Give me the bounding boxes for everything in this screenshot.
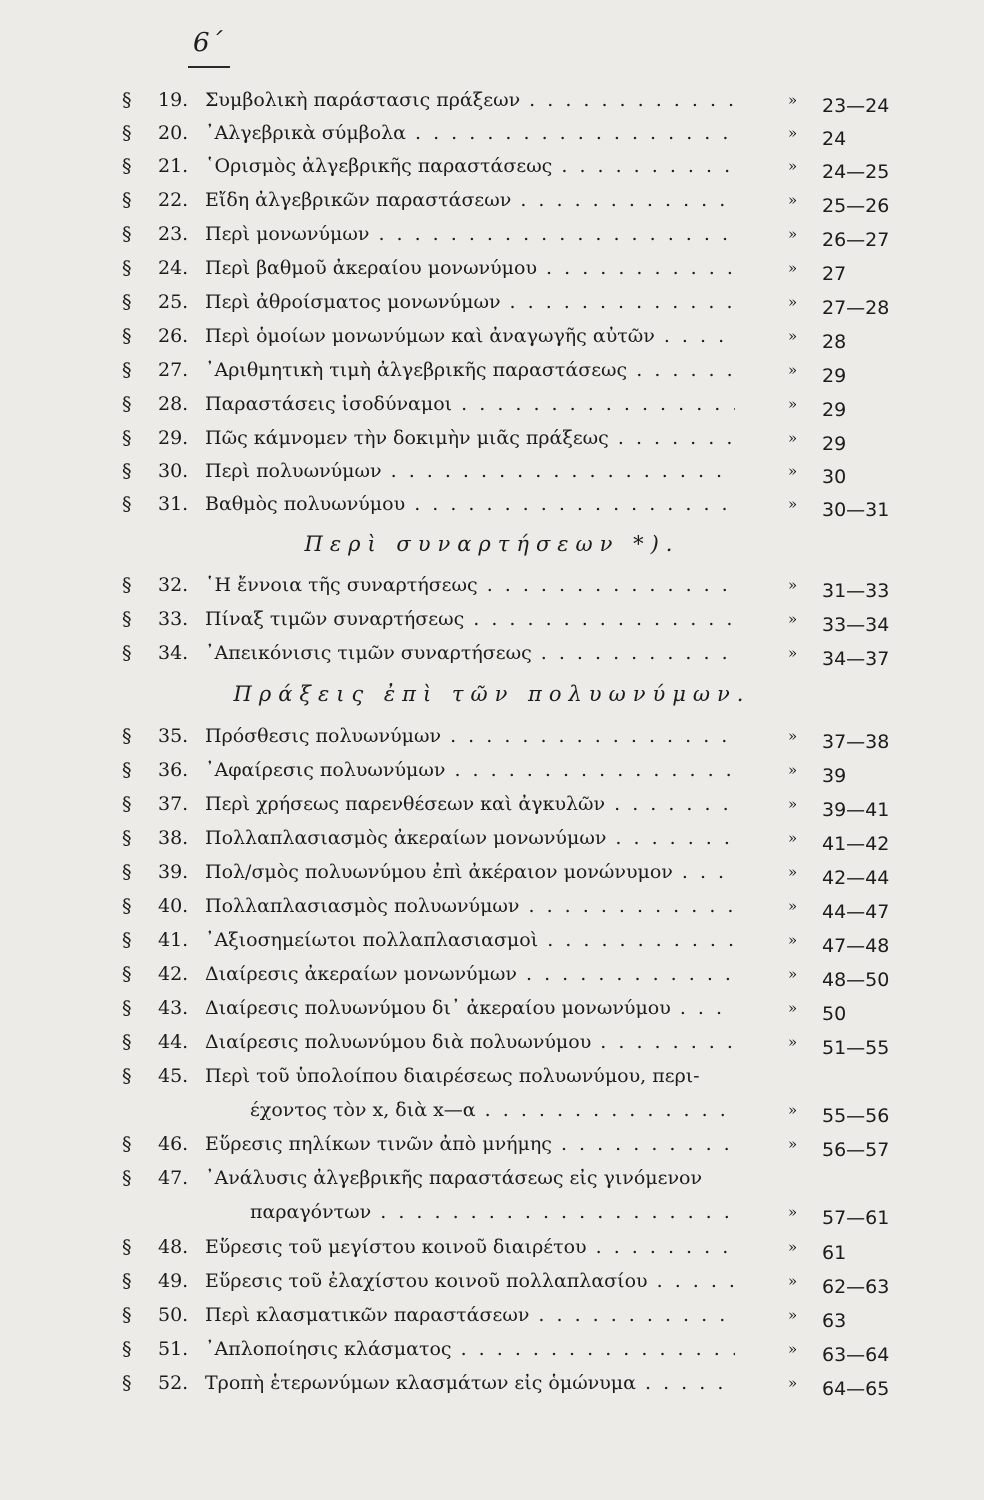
toc-entry-51 [0,1333,984,1366]
section-mark: § [122,257,132,279]
entry-pages: 23—24 [822,95,890,117]
entry-number: 33. [158,608,189,630]
entry-number: 36. [158,759,189,781]
entry-title: Πίναξ τιμῶν συναρτήσεως . . . [205,603,735,636]
section-mark: § [122,963,132,985]
entry-pages: 48—50 [822,969,890,991]
entry-pages: 56—57 [822,1139,890,1161]
entry-title: Εὕρεσις πηλίκων τινῶν ἀπὸ μνήμης . . . [205,1128,735,1161]
section-mark: § [122,460,132,482]
section-mark: § [122,1236,132,1258]
toc-entry-47 [0,1162,984,1195]
entry-number: 23. [158,223,189,245]
entry-pages: 47—48 [822,935,890,957]
ditto-mark: » [788,429,798,447]
ditto-mark: » [788,1272,798,1290]
toc-entry-20 [0,117,984,150]
entry-number: 40. [158,895,189,917]
entry-pages: 41—42 [822,833,890,855]
toc-entry-45-continued [0,1094,984,1127]
entry-title: ᾿Αφαίρεσις πολυωνύμων . . . [205,754,735,787]
entry-pages: 25—26 [822,195,890,217]
toc-entry-48 [0,1231,984,1264]
ditto-mark: » [788,1374,798,1392]
entry-pages: 64—65 [822,1378,890,1400]
entry-title: Παραστάσεις ἰσοδύναμοι . . . [205,388,735,421]
entry-pages: 42—44 [822,867,890,889]
entry-pages: 29 [822,399,847,421]
toc-entry-38 [0,822,984,855]
section-mark: § [122,122,132,144]
ditto-mark: » [788,1306,798,1324]
entry-number: 44. [158,1031,189,1053]
entry-number: 43. [158,997,189,1019]
section-mark: § [122,1167,132,1189]
entry-number: 37. [158,793,189,815]
toc-entry-22 [0,184,984,217]
entry-title: Εἴδη ἀλγεβρικῶν παραστάσεων . . . [205,184,735,217]
ditto-mark: » [788,124,798,142]
toc-entry-35 [0,720,984,753]
toc-entry-50 [0,1299,984,1332]
ditto-mark: » [788,965,798,983]
section-mark: § [122,1133,132,1155]
toc-entry-31 [0,488,984,521]
section-mark: § [122,1338,132,1360]
entry-title: ᾿Απεικόνισις τιμῶν συναρτήσεως . . . [205,637,735,670]
ditto-mark: » [788,999,798,1017]
toc-entry-39 [0,856,984,889]
toc-entry-43 [0,992,984,1025]
entry-title: Πολλαπλασιασμὸς πολυωνύμων . . . [205,890,735,923]
entry-number: 29. [158,427,189,449]
entry-pages: 24 [822,128,847,150]
ditto-mark: » [788,1101,798,1119]
entry-title: Περὶ ὁμοίων μονωνύμων καὶ ἀναγωγῆς αὐτῶν . . . [205,320,735,353]
entry-number: 46. [158,1133,189,1155]
entry-title: ᾿Αξιοσημείωτοι πολλαπλασιασμοὶ . . . [205,924,735,957]
entry-pages: 37—38 [822,731,890,753]
toc-entry-49 [0,1265,984,1298]
entry-title-line-1: ᾿Ανάλυσις ἀλγεβρικῆς παραστάσεως εἰς γινόμενον [205,1167,703,1189]
ditto-mark: » [788,462,798,480]
entry-pages: 57—61 [822,1207,890,1229]
ditto-mark: » [788,1203,798,1221]
toc-entry-44 [0,1026,984,1059]
ditto-mark: » [788,727,798,745]
entry-number: 34. [158,642,189,664]
entry-pages: 51—55 [822,1037,890,1059]
entry-number: 25. [158,291,189,313]
entry-title: Διαίρεσις πολυωνύμου διὰ πολυωνύμου . . . [205,1026,735,1059]
entry-pages: 30 [822,466,847,488]
ditto-mark: » [788,1033,798,1051]
entry-pages: 26—27 [822,229,890,251]
ditto-mark: » [788,931,798,949]
entry-number: 22. [158,189,189,211]
entry-title: ῾Ορισμὸς ἀλγεβρικῆς παραστάσεως . . . [205,150,735,183]
entry-title: Εὕρεσις τοῦ μεγίστου κοινοῦ διαιρέτου . . . [205,1231,735,1264]
section-mark: § [122,223,132,245]
entry-title: Πρόσθεσις πολυωνύμων . . . [205,720,735,753]
entry-number: 27. [158,359,189,381]
entry-title: Περὶ πολυωνύμων . . . [205,455,735,488]
entry-pages: 61 [822,1242,847,1264]
ditto-mark: » [788,1135,798,1153]
section-mark: § [122,759,132,781]
section-mark: § [122,608,132,630]
toc-entry-32 [0,569,984,602]
section-mark: § [122,1031,132,1053]
ditto-mark: » [788,225,798,243]
entry-number: 47. [158,1167,189,1189]
section-mark: § [122,1065,132,1087]
entry-title: Διαίρεσις πολυωνύμου δι᾿ ἀκεραίου μονωνύμου . . . [205,992,735,1025]
entry-number: 48. [158,1236,189,1258]
entry-title: Περὶ βαθμοῦ ἀκεραίου μονωνύμου . . . [205,252,735,285]
ditto-mark: » [788,897,798,915]
entry-number: 52. [158,1372,189,1394]
entry-pages: 34—37 [822,648,890,670]
toc-entry-34 [0,637,984,670]
entry-number: 42. [158,963,189,985]
entry-title: Πῶς κάμνομεν τὴν δοκιμὴν μιᾶς πράξεως . . . [205,422,735,455]
entry-pages: 62—63 [822,1276,890,1298]
entry-title: Περὶ ἀθροίσματος μονωνύμων . . . [205,286,735,319]
toc-entry-29 [0,422,984,455]
entry-title-line-1: Περὶ τοῦ ὑπολοίπου διαιρέσεως πολυωνύμου, περι- [205,1065,700,1087]
section-mark: § [122,155,132,177]
entry-number: 39. [158,861,189,883]
section-mark: § [122,89,132,111]
entry-number: 45. [158,1065,189,1087]
ditto-mark: » [788,761,798,779]
section-mark: § [122,493,132,515]
toc-entry-42 [0,958,984,991]
section-mark: § [122,1372,132,1394]
entry-number: 41. [158,929,189,951]
entry-title-line-2: έχοντος τὸν x, διὰ x—α . . . [250,1094,735,1127]
entry-number: 51. [158,1338,189,1360]
section-mark: § [122,1304,132,1326]
entry-number: 35. [158,725,189,747]
section-heading-polynomial-operations: Πράξεις ἐπὶ τῶν πολυωνύμων. [233,682,751,706]
ditto-mark: » [788,795,798,813]
entry-title: Βαθμὸς πολυωνύμου . . . [205,488,735,521]
entry-title: ῾Η ἔννοια τῆς συναρτήσεως . . . [205,569,735,602]
entry-number: 19. [158,89,189,111]
entry-title: Πολλαπλασιασμὸς ἀκεραίων μονωνύμων . . . [205,822,735,855]
section-mark: § [122,929,132,951]
entry-title-line-2: παραγόντων . . . [250,1196,735,1229]
entry-pages: 50 [822,1003,847,1025]
entry-pages: 33—34 [822,614,890,636]
toc-entry-47-continued [0,1196,984,1229]
toc-entry-33 [0,603,984,636]
section-mark: § [122,895,132,917]
ditto-mark: » [788,157,798,175]
entry-number: 28. [158,393,189,415]
toc-entry-46 [0,1128,984,1161]
entry-number: 50. [158,1304,189,1326]
toc-entry-40 [0,890,984,923]
entry-title: Συμβολικὴ παράστασις πράξεων . . . [205,84,735,117]
toc-entry-25 [0,286,984,319]
entry-pages: 55—56 [822,1105,890,1127]
entry-title: ᾿Αριθμητικὴ τιμὴ ἀλγεβρικῆς παραστάσεως . . . [205,354,735,387]
page-number: 6΄ [193,28,223,58]
toc-entry-36 [0,754,984,787]
ditto-mark: » [788,395,798,413]
ditto-mark: » [788,644,798,662]
entry-number: 32. [158,574,189,596]
toc-entry-28 [0,388,984,421]
entry-number: 30. [158,460,189,482]
entry-pages: 27 [822,263,847,285]
section-mark: § [122,793,132,815]
entry-number: 49. [158,1270,189,1292]
toc-entry-23 [0,218,984,251]
entry-title: Τροπὴ ἑτερωνύμων κλασμάτων εἰς ὁμώνυμα . . . [205,1367,735,1400]
section-mark: § [122,725,132,747]
section-mark: § [122,997,132,1019]
entry-number: 20. [158,122,189,144]
ditto-mark: » [788,361,798,379]
entry-pages: 24—25 [822,161,890,183]
ditto-mark: » [788,293,798,311]
ditto-mark: » [788,191,798,209]
entry-pages: 29 [822,433,847,455]
ditto-mark: » [788,1238,798,1256]
entry-title: ᾿Αλγεβρικὰ σύμβολα . . . [205,117,735,150]
section-mark: § [122,1270,132,1292]
entry-pages: 63—64 [822,1344,890,1366]
section-mark: § [122,574,132,596]
entry-number: 38. [158,827,189,849]
entry-number: 31. [158,493,189,515]
entry-pages: 44—47 [822,901,890,923]
toc-entry-41 [0,924,984,957]
section-mark: § [122,359,132,381]
entry-title: Πολ/σμὸς πολυωνύμου ἐπὶ ἀκέραιον μονώνυμον . . . [205,856,735,889]
entry-pages: 29 [822,365,847,387]
ditto-mark: » [788,576,798,594]
entry-title: Περὶ κλασματικῶν παραστάσεων . . . [205,1299,735,1332]
entry-pages: 39 [822,765,847,787]
entry-title: Περὶ χρήσεως παρενθέσεων καὶ ἀγκυλῶν . . . [205,788,735,821]
section-mark: § [122,325,132,347]
entry-pages: 39—41 [822,799,890,821]
toc-entry-21 [0,150,984,183]
toc-entry-37 [0,788,984,821]
entry-pages: 28 [822,331,847,353]
section-mark: § [122,827,132,849]
entry-pages: 63 [822,1310,847,1332]
ditto-mark: » [788,610,798,628]
ditto-mark: » [788,495,798,513]
toc-entry-45 [0,1060,984,1093]
toc-entry-19 [0,84,984,117]
ditto-mark: » [788,259,798,277]
ditto-mark: » [788,829,798,847]
toc-entry-30 [0,455,984,488]
ditto-mark: » [788,1340,798,1358]
section-mark: § [122,427,132,449]
entry-title: ᾿Απλοποίησις κλάσματος . . . [205,1333,735,1366]
entry-pages: 30—31 [822,499,890,521]
section-mark: § [122,291,132,313]
toc-entry-52 [0,1367,984,1400]
toc-entry-27 [0,354,984,387]
ditto-mark: » [788,91,798,109]
entry-number: 26. [158,325,189,347]
ditto-mark: » [788,327,798,345]
section-heading-functions: Περὶ συναρτήσεων *). [304,532,680,556]
entry-pages: 27—28 [822,297,890,319]
section-mark: § [122,393,132,415]
toc-entry-26 [0,320,984,353]
entry-number: 21. [158,155,189,177]
ditto-mark: » [788,863,798,881]
section-mark: § [122,861,132,883]
entry-title: Εὕρεσις τοῦ ἐλαχίστου κοινοῦ πολλαπλασίου . . . [205,1265,735,1298]
entry-title: Περὶ μονωνύμων . . . [205,218,735,251]
entry-title: Διαίρεσις ἀκεραίων μονωνύμων . . . [205,958,735,991]
entry-number: 24. [158,257,189,279]
toc-entry-24 [0,252,984,285]
section-mark: § [122,189,132,211]
section-mark: § [122,642,132,664]
entry-pages: 31—33 [822,580,890,602]
